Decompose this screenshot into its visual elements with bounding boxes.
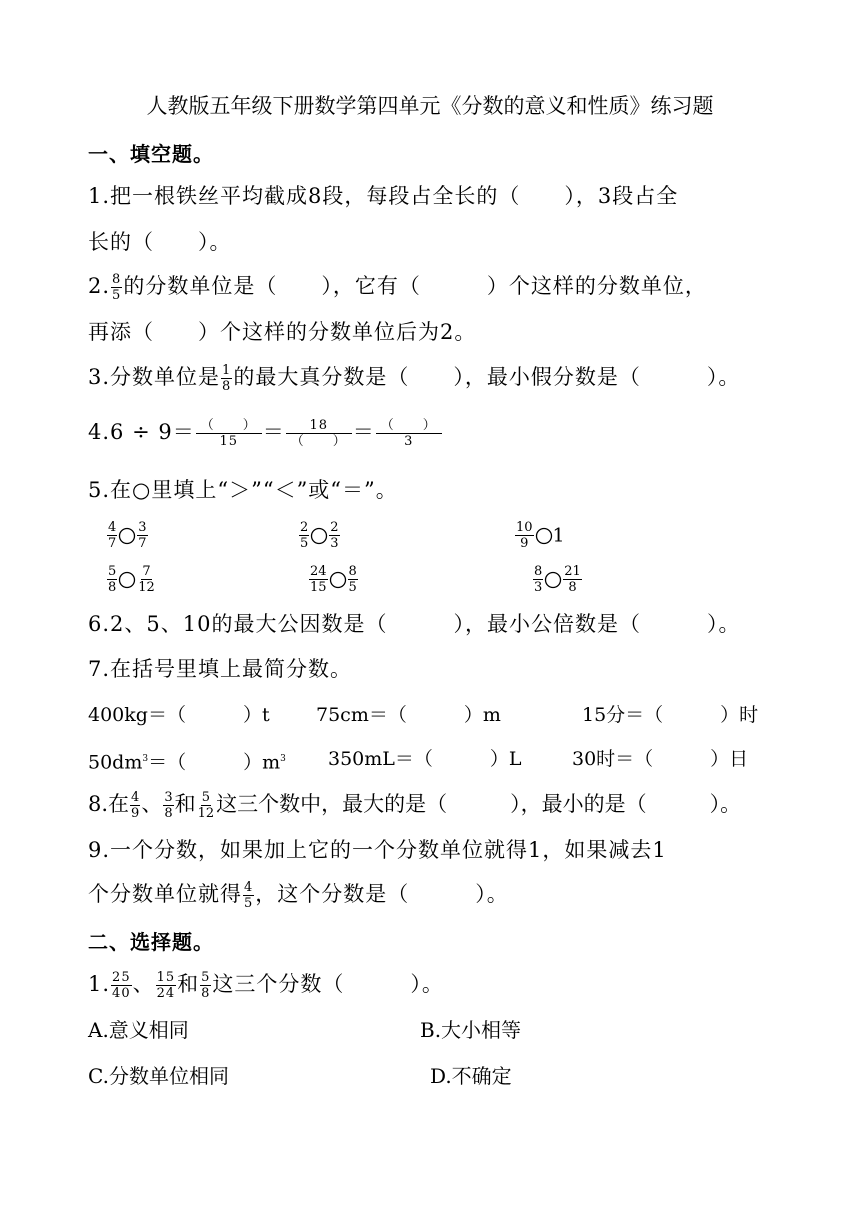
question-8 — [88, 790, 741, 821]
question-9-line-2 — [88, 880, 509, 911]
option-a[interactable]: A.意义相同 — [88, 1018, 189, 1042]
fraction-numerator: 4 — [244, 880, 254, 895]
fraction-numerator: 18 — [286, 418, 352, 434]
fraction — [299, 520, 309, 551]
question-7-label: 7.在括号里填上最简分数。 — [88, 657, 353, 681]
unit-text: 50dm — [88, 751, 143, 774]
question-9-line-1: 9.一个分数，如果加上它的一个分数单位就得1，如果减去1 — [88, 838, 667, 862]
compare-circle[interactable] — [535, 527, 553, 545]
fraction-denominator: 15 — [310, 580, 327, 595]
fraction-numerator: 2 — [330, 520, 339, 535]
fraction — [107, 520, 117, 551]
fraction — [376, 418, 442, 449]
fraction — [111, 970, 132, 1001]
equals-sign: ＝ — [352, 420, 375, 444]
fraction-denominator: 9 — [131, 806, 140, 821]
option-c[interactable]: C.分数单位相同 — [88, 1064, 229, 1088]
fraction-numerator: （ ） — [196, 418, 262, 434]
fraction-numerator: 2 — [300, 520, 309, 535]
fraction — [309, 564, 328, 595]
whole-number: 1 — [552, 524, 565, 547]
section-heading-multiple-choice: 二、选择题。 — [88, 930, 214, 954]
compare-item-5 — [308, 564, 359, 595]
fraction-denominator: 5 — [300, 536, 309, 551]
question-text: 8.在 — [88, 792, 130, 816]
unit-conversion: 350mL＝（ ）L — [328, 748, 522, 770]
fraction-denominator: 12 — [138, 580, 155, 595]
fraction-numerator: 3 — [164, 790, 173, 805]
exponent: 3 — [142, 754, 149, 764]
fraction — [130, 790, 140, 821]
question-text: 3.分数单位是 — [88, 365, 221, 389]
fraction-denominator: 5 — [112, 288, 122, 303]
compare-circle[interactable] — [329, 571, 347, 589]
fraction-numerator: 21 — [564, 564, 581, 579]
compare-circle[interactable] — [544, 571, 562, 589]
fraction-numerator: 10 — [516, 520, 533, 535]
fraction-numerator: 24 — [310, 564, 327, 579]
fraction — [329, 520, 339, 551]
fraction-numerator: 8 — [112, 272, 122, 287]
fraction — [137, 564, 156, 595]
unit-conversion — [88, 745, 286, 776]
fraction-numerator: 7 — [142, 564, 151, 579]
equals-sign: ＝ — [262, 420, 285, 444]
fraction — [533, 564, 543, 595]
question-text: 的分数单位是（ ），它有（ ）个这样的分数单位， — [123, 274, 707, 298]
unit-conversion: 15分＝（ ）时 — [582, 704, 759, 726]
fraction-denominator: 8 — [222, 379, 232, 394]
fraction-numerator: 8 — [534, 564, 543, 579]
question-1-line-2: 长的（ ）。 — [88, 230, 232, 254]
question-4 — [88, 418, 443, 449]
fraction — [196, 418, 262, 449]
fraction-denominator: 5 — [348, 580, 357, 595]
unit-conversion: 75cm＝（ ）m — [316, 704, 501, 726]
choice-question-1 — [88, 970, 444, 1001]
fraction-denominator: 8 — [164, 806, 173, 821]
compare-circle[interactable] — [118, 527, 136, 545]
question-3 — [88, 363, 740, 394]
fraction-denominator: 8 — [201, 986, 211, 1001]
fraction — [243, 880, 254, 911]
fraction-numerator: 5 — [108, 564, 117, 579]
option-d[interactable]: D.不确定 — [430, 1064, 512, 1088]
question-2-line-2: 再添（ ）个这样的分数单位后为2。 — [88, 320, 477, 344]
fraction — [200, 970, 211, 1001]
fraction-numerator: 15 — [156, 970, 176, 985]
fraction-denominator: 8 — [568, 580, 577, 595]
question-number: 1. — [88, 972, 111, 996]
fraction — [111, 272, 122, 303]
exponent: 3 — [280, 754, 286, 764]
fraction-numerator: 4 — [131, 790, 140, 805]
fraction-numerator: 5 — [201, 790, 211, 805]
unit-text: ＝（ ）m — [148, 751, 281, 774]
question-text: ，这个分数是（ ）。 — [255, 882, 509, 906]
fraction — [286, 418, 352, 449]
compare-item-1 — [106, 520, 149, 551]
question-1-line-1: 1.把一根铁丝平均截成8段，每段占全长的（ ），3段占全 — [88, 184, 679, 208]
question-text: 4.6 ÷ 9＝ — [88, 420, 195, 444]
fraction-denominator: 7 — [108, 536, 117, 551]
question-text: 的最大真分数是（ ），最小假分数是（ ）。 — [233, 365, 741, 389]
conjunction: 和 — [177, 972, 200, 996]
question-text: 这三个分数（ ）。 — [212, 972, 444, 996]
fraction-denominator: 15 — [219, 434, 238, 449]
fraction — [197, 790, 216, 821]
question-text: 个分数单位就得 — [88, 882, 242, 906]
fraction-denominator: 3 — [534, 580, 543, 595]
fraction-numerator: （ ） — [376, 418, 442, 434]
fraction — [156, 970, 177, 1001]
compare-circle[interactable] — [118, 571, 136, 589]
question-number: 2. — [88, 274, 111, 298]
fraction-numerator: 4 — [108, 520, 117, 535]
fraction-denominator: 24 — [156, 986, 176, 1001]
question-5-label: 5.在○里填上“＞”“＜”或“＝”。 — [88, 478, 398, 502]
fraction-denominator: 8 — [108, 580, 117, 595]
unit-conversion: 400kg＝（ ）t — [88, 704, 270, 726]
fraction-denominator: 3 — [404, 434, 414, 449]
fraction — [163, 790, 173, 821]
fraction-numerator: 25 — [112, 970, 131, 985]
fraction-denominator: 3 — [330, 536, 339, 551]
fraction-denominator: 7 — [138, 536, 147, 551]
question-6: 6.2、5、10的最大公因数是（ ），最小公倍数是（ ）。 — [88, 612, 741, 636]
compare-item-3 — [514, 520, 565, 551]
fraction — [563, 564, 582, 595]
fraction — [137, 520, 147, 551]
separator: 、 — [132, 972, 155, 996]
section-heading-fill-in: 一、填空题。 — [88, 142, 214, 166]
fraction — [107, 564, 117, 595]
fraction-denominator: 12 — [197, 806, 215, 821]
fraction-denominator: 5 — [244, 896, 254, 911]
compare-item-2 — [298, 520, 341, 551]
fraction-numerator: 3 — [138, 520, 147, 535]
fraction — [348, 564, 358, 595]
question-text: 这三个数中，最大的是（ ），最小的是（ ）。 — [216, 792, 742, 816]
compare-item-6 — [532, 564, 583, 595]
unit-conversion: 30时＝（ ）日 — [572, 748, 749, 770]
fraction-denominator: 9 — [520, 536, 529, 551]
fraction — [515, 520, 534, 551]
fraction-numerator: 5 — [201, 970, 211, 985]
fraction-numerator: 1 — [222, 363, 232, 378]
conjunction: 和 — [174, 792, 196, 816]
question-2-line-1 — [88, 272, 707, 303]
fraction — [221, 363, 232, 394]
compare-item-4 — [106, 564, 157, 595]
fraction-denominator: （ ） — [290, 434, 347, 449]
option-b[interactable]: B.大小相等 — [420, 1018, 522, 1042]
compare-circle[interactable] — [310, 527, 328, 545]
fraction-denominator: 40 — [112, 986, 131, 1001]
page-title: 人教版五年级下册数学第四单元《分数的意义和性质》练习题 — [146, 94, 714, 118]
fraction-numerator: 8 — [348, 564, 357, 579]
separator: 、 — [141, 792, 163, 816]
